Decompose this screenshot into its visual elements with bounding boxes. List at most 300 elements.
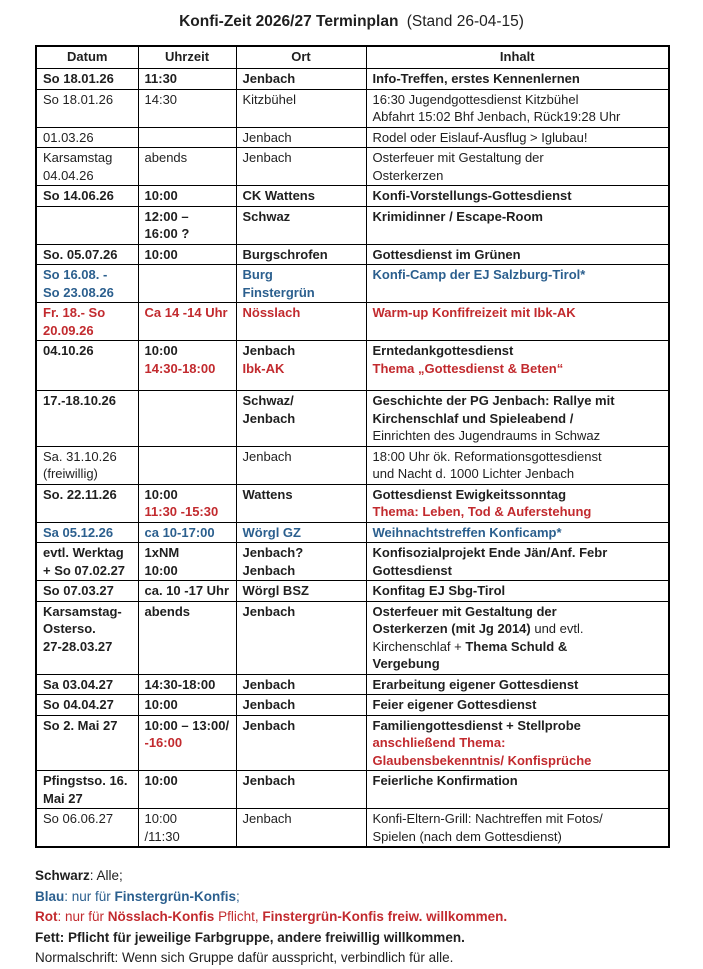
cell-line: [243, 486, 360, 504]
text-segment: Jenbach: [242, 811, 292, 826]
cell-line: [145, 342, 230, 360]
text-segment: Burgschrofen: [242, 246, 328, 262]
text-segment: Finstergrün-Konfis freiw. willkommen.: [262, 909, 508, 924]
text-segment: Einrichten des Jugendraums in Schwaz: [372, 428, 601, 443]
cell-uhrzeit: [138, 581, 236, 602]
cell-inhalt: [366, 809, 669, 848]
table-row: [36, 695, 669, 716]
text-segment: und evtl.: [530, 621, 584, 636]
text-segment: Familiengottesdienst + Stellprobe: [372, 717, 581, 733]
cell-line: [145, 562, 230, 580]
table-row: [36, 148, 669, 186]
cell-line: [373, 342, 663, 360]
text-segment: Wörgl BSZ: [242, 583, 309, 598]
cell-datum: [36, 127, 138, 148]
text-segment: 10:00: [144, 562, 178, 578]
table-row: [36, 715, 669, 771]
cell-line: [243, 603, 360, 621]
legend-line: [35, 928, 668, 949]
cell-uhrzeit: [138, 303, 236, 341]
cell-line: [373, 360, 663, 378]
text-segment: Karsamstag: [43, 150, 113, 165]
cell-line: [373, 427, 663, 445]
title-stand-suffix: (Stand 26-04-15): [406, 13, 524, 30]
text-segment: Kitzbühel: [242, 91, 296, 107]
text-segment: abends: [144, 150, 188, 165]
text-segment: So 2. Mai 27: [43, 717, 118, 733]
cell-datum: [36, 265, 138, 303]
cell-uhrzeit: [138, 809, 236, 848]
cell-datum: [36, 674, 138, 695]
cell-line: [373, 246, 663, 264]
text-segment: Jenbach: [242, 448, 292, 464]
cell-datum: [36, 244, 138, 265]
cell-ort: [236, 809, 366, 848]
cell-line: [243, 717, 360, 735]
cell-line: [373, 91, 663, 109]
cell-line: [373, 167, 663, 185]
cell-line: [373, 562, 663, 580]
cell-line: [145, 304, 230, 322]
cell-uhrzeit: [138, 186, 236, 207]
cell-line: [145, 582, 230, 600]
cell-uhrzeit: [138, 446, 236, 484]
text-segment: Schwarz: [35, 868, 90, 883]
text-segment: Erarbeitung eigener Gottesdienst: [372, 676, 579, 692]
text-segment: Gottesdienst im Grünen: [372, 246, 521, 262]
text-segment: abends: [144, 603, 191, 619]
cell-line: [43, 696, 132, 714]
cell-line: [43, 772, 132, 790]
cell-line: [43, 322, 132, 340]
cell-line: [243, 524, 360, 542]
cell-inhalt: [366, 265, 669, 303]
cell-line: [373, 304, 663, 322]
cell-line: [373, 524, 663, 542]
text-segment: Jenbach: [242, 697, 296, 712]
cell-line: [243, 696, 360, 714]
text-segment: CK Wattens: [242, 188, 315, 203]
text-segment: Konfitag EJ Sbg-Tirol: [372, 583, 506, 598]
text-segment: 16:00 ?: [144, 226, 190, 241]
cell-line: [373, 187, 663, 205]
table-row: [36, 581, 669, 602]
text-segment: Osterkerzen: [372, 167, 444, 183]
cell-line: [243, 410, 360, 428]
cell-uhrzeit: [138, 69, 236, 90]
cell-line: [373, 266, 663, 284]
cell-inhalt: [366, 601, 669, 674]
text-segment: 20.09.26: [43, 322, 94, 338]
cell-line: [373, 620, 663, 638]
text-segment: Gottesdienst Ewigkeitssonntag: [372, 486, 567, 502]
cell-inhalt: [366, 391, 669, 447]
cell-datum: [36, 206, 138, 244]
cell-line: [145, 486, 230, 504]
cell-ort: [236, 771, 366, 809]
cell-inhalt: [366, 581, 669, 602]
cell-line: [373, 544, 663, 562]
cell-datum: [36, 186, 138, 207]
text-segment: Jenbach: [242, 717, 296, 733]
text-segment: : Alle;: [89, 868, 123, 883]
text-segment: Sa 03.04.27: [43, 676, 114, 692]
cell-uhrzeit: [138, 244, 236, 265]
cell-ort: [236, 186, 366, 207]
text-segment: 16:30 Jugendgottesdienst Kitzbühel: [372, 91, 579, 107]
cell-uhrzeit: [138, 265, 236, 303]
text-segment: Weihnachtstreffen Konficamp*: [372, 524, 562, 540]
title-main: Konfi-Zeit 2026/27 Terminplan: [179, 13, 399, 30]
cell-datum: [36, 601, 138, 674]
cell-line: [373, 503, 663, 521]
text-segment: 10:00: [144, 486, 178, 502]
text-segment: Glaubensbekenntnis/ Konfisprüche: [372, 752, 592, 768]
text-segment: Konfi-Eltern-Grill: Nachtreffen mit Fotos/: [372, 811, 603, 826]
text-segment: Jenbach: [242, 603, 296, 619]
cell-ort: [236, 89, 366, 127]
cell-ort: [236, 303, 366, 341]
text-segment: Konfi-Vorstellungs-Gottesdienst: [372, 188, 572, 203]
text-segment: Karsamstag-: [43, 603, 122, 619]
cell-line: [43, 717, 132, 735]
text-segment: Thema „Gottesdienst & Beten“: [372, 360, 564, 376]
cell-line: [243, 284, 360, 302]
cell-line: [373, 392, 663, 410]
cell-line: [43, 149, 132, 167]
text-segment: Krimidinner / Escape-Room: [372, 208, 543, 224]
cell-ort: [236, 391, 366, 447]
table-row: [36, 674, 669, 695]
text-segment: Rot: [35, 909, 58, 924]
text-segment: 11:30: [144, 71, 178, 86]
header-row: [36, 46, 669, 69]
cell-line: [145, 734, 230, 752]
cell-line: [145, 676, 230, 694]
cell-line: [373, 410, 663, 428]
text-segment: Osterso.: [43, 621, 96, 636]
table-row: [36, 522, 669, 543]
cell-line: [43, 266, 132, 284]
cell-line: [373, 676, 663, 694]
cell-line: [43, 603, 132, 621]
cell-line: [43, 524, 132, 542]
cell-line: [145, 208, 230, 226]
text-segment: Geschichte der PG Jenbach: Rallye mit: [372, 393, 615, 408]
text-segment: Jenbach: [242, 129, 292, 145]
text-segment: Konfi-Camp der EJ Salzburg-Tirol*: [372, 267, 586, 282]
text-segment: Kirchenschlaf +: [372, 638, 466, 654]
text-segment: 14:30-18:00: [144, 676, 216, 692]
text-segment: -16:00: [144, 735, 183, 750]
cell-datum: [36, 89, 138, 127]
table-row: [36, 186, 669, 207]
text-segment: So. 05.07.26: [43, 246, 118, 262]
column-header-ort: Ort: [236, 46, 366, 69]
text-segment: Pfingstso. 16.: [43, 773, 128, 788]
text-segment: Rodel oder Eislauf-Ausflug > Iglubau!: [372, 129, 588, 145]
cell-line: [43, 246, 132, 264]
table-row: [36, 809, 669, 848]
cell-uhrzeit: [138, 674, 236, 695]
legend: [35, 866, 668, 969]
text-segment: Erntedankgottesdienst: [372, 343, 514, 358]
text-segment: So 23.08.26: [43, 284, 114, 300]
cell-datum: [36, 543, 138, 581]
text-segment: ca 10-17:00: [144, 524, 215, 540]
cell-line: [145, 246, 230, 264]
cell-line: [43, 790, 132, 808]
text-segment: Gottesdienst: [372, 562, 452, 578]
table-row: [36, 206, 669, 244]
table-row: [36, 543, 669, 581]
cell-line: [243, 149, 360, 167]
cell-ort: [236, 484, 366, 522]
cell-datum: [36, 391, 138, 447]
cell-inhalt: [366, 543, 669, 581]
table-row: [36, 89, 669, 127]
cell-ort: [236, 543, 366, 581]
cell-line: [43, 392, 132, 410]
cell-ort: [236, 127, 366, 148]
cell-line: [373, 828, 663, 846]
cell-uhrzeit: [138, 771, 236, 809]
text-segment: Jenbach: [242, 343, 296, 358]
cell-line: [145, 360, 230, 378]
cell-datum: [36, 484, 138, 522]
cell-line: [43, 562, 132, 580]
cell-inhalt: [366, 446, 669, 484]
cell-line: [243, 562, 360, 580]
cell-line: [145, 828, 230, 846]
cell-line: [43, 448, 132, 466]
cell-line: [243, 582, 360, 600]
cell-line: [373, 70, 663, 88]
text-segment: Schwaz/: [242, 393, 294, 408]
cell-line: [43, 342, 132, 360]
text-segment: ca. 10 -17 Uhr: [144, 583, 230, 598]
cell-line: [373, 149, 663, 167]
column-header-datum: Datum: [36, 46, 138, 69]
cell-line: [243, 91, 360, 109]
text-segment: Warm-up Konfifreizeit mit Ibk-AK: [372, 305, 576, 320]
table-row: [36, 771, 669, 809]
text-segment: Sa 05.12.26: [43, 524, 114, 540]
text-segment: Nösslach: [242, 305, 301, 320]
cell-inhalt: [366, 522, 669, 543]
text-segment: 27-28.03.27: [43, 638, 113, 654]
cell-ort: [236, 715, 366, 771]
legend-line: [35, 866, 668, 887]
text-segment: Sa. 31.10.26: [43, 448, 117, 464]
cell-ort: [236, 69, 366, 90]
cell-inhalt: [366, 148, 669, 186]
cell-line: [43, 284, 132, 302]
cell-line: [43, 465, 132, 483]
cell-line: [43, 676, 132, 694]
cell-datum: [36, 809, 138, 848]
cell-line: [145, 696, 230, 714]
text-segment: (freiwillig): [43, 466, 98, 481]
cell-datum: [36, 148, 138, 186]
text-segment: So 04.04.27: [43, 697, 114, 712]
cell-inhalt: [366, 771, 669, 809]
text-segment: Jenbach: [242, 676, 296, 692]
cell-line: [243, 266, 360, 284]
text-segment: Abfahrt 15:02 Bhf Jenbach, Rück19:28 Uhr: [372, 109, 621, 124]
cell-line: [373, 108, 663, 126]
text-segment: Normalschrift: Wenn sich Gruppe dafür ausspricht, verbindlich für alle.: [35, 950, 454, 965]
cell-line: [145, 772, 230, 790]
cell-line: [243, 544, 360, 562]
cell-line: [43, 638, 132, 656]
cell-datum: [36, 581, 138, 602]
cell-datum: [36, 715, 138, 771]
cell-line: [243, 676, 360, 694]
text-segment: Fett: Pflicht für jeweilige Farbgruppe, andere freiwillig willkommen.: [35, 929, 465, 945]
text-segment: 10:00 – 13:00/: [144, 717, 230, 733]
cell-inhalt: [366, 695, 669, 716]
legend-line: [35, 907, 668, 928]
text-segment: Osterfeuer mit Gestaltung der: [372, 150, 544, 165]
table-row: [36, 244, 669, 265]
cell-line: [243, 129, 360, 147]
cell-inhalt: [366, 206, 669, 244]
cell-line: [373, 638, 663, 656]
cell-line: [43, 582, 132, 600]
cell-line: [373, 603, 663, 621]
cell-uhrzeit: [138, 148, 236, 186]
cell-line: [145, 91, 230, 109]
table-row: [36, 484, 669, 522]
cell-line: [145, 187, 230, 205]
cell-ort: [236, 522, 366, 543]
text-segment: 10:00: [144, 773, 178, 788]
text-segment: Blau: [35, 888, 65, 904]
text-segment: Fr. 18.- So: [43, 305, 106, 320]
text-segment: 18:00 Uhr ök. Reformationsgottesdienst: [372, 448, 602, 464]
cell-line: [43, 544, 132, 562]
cell-line: [243, 246, 360, 264]
text-segment: Kirchenschlaf und Spieleabend /: [372, 410, 574, 426]
cell-inhalt: [366, 484, 669, 522]
cell-uhrzeit: [138, 601, 236, 674]
cell-line: [145, 225, 230, 243]
text-segment: 17.-18.10.26: [43, 393, 117, 408]
cell-uhrzeit: [138, 341, 236, 391]
cell-ort: [236, 581, 366, 602]
text-segment: Feier eigener Gottesdienst: [372, 697, 537, 712]
text-segment: Ibk-AK: [242, 360, 285, 376]
text-segment: anschließend Thema:: [372, 735, 506, 750]
table-row: [36, 391, 669, 447]
cell-uhrzeit: [138, 522, 236, 543]
text-segment: 14:30-18:00: [144, 360, 216, 376]
cell-uhrzeit: [138, 127, 236, 148]
cell-line: [373, 696, 663, 714]
cell-line: [243, 392, 360, 410]
text-segment: 11:30 -15:30: [144, 504, 219, 519]
cell-line: [145, 70, 230, 88]
cell-line: [145, 544, 230, 562]
text-segment: Thema: Leben, Tod & Auferstehung: [372, 504, 592, 519]
cell-line: [373, 129, 663, 147]
table-row: [36, 69, 669, 90]
cell-uhrzeit: [138, 89, 236, 127]
cell-ort: [236, 265, 366, 303]
text-segment: Nösslach-Konfis: [107, 909, 215, 924]
text-segment: Burg: [242, 267, 273, 282]
text-segment: 1xNM: [144, 545, 180, 560]
cell-line: [373, 448, 663, 466]
cell-line: [373, 208, 663, 226]
cell-line: [373, 582, 663, 600]
text-segment: 10:00: [144, 697, 178, 712]
cell-line: [373, 772, 663, 790]
text-segment: und Nacht d. 1000 Lichter Jenbach: [372, 466, 575, 481]
text-segment: 12:00 –: [144, 208, 189, 224]
cell-datum: [36, 341, 138, 391]
cell-ort: [236, 601, 366, 674]
cell-inhalt: [366, 303, 669, 341]
cell-line: [43, 486, 132, 504]
column-header-inhalt: Inhalt: [366, 46, 669, 69]
cell-line: [43, 91, 132, 109]
text-segment: : nur für: [64, 888, 115, 904]
cell-uhrzeit: [138, 715, 236, 771]
text-segment: Wörgl GZ: [242, 524, 301, 540]
text-segment: Spielen (nach dem Gottesdienst): [372, 828, 562, 844]
cell-datum: [36, 695, 138, 716]
cell-line: [243, 360, 360, 378]
cell-inhalt: [366, 127, 669, 148]
text-segment: So 16.08. -: [43, 267, 108, 282]
cell-inhalt: [366, 69, 669, 90]
table-row: [36, 265, 669, 303]
text-segment: Ca 14 -14 Uhr: [144, 305, 228, 320]
text-segment: So 07.03.27: [43, 583, 114, 598]
legend-line: [35, 887, 668, 908]
cell-line: [243, 342, 360, 360]
text-segment: So 18.01.26: [43, 71, 114, 86]
cell-datum: [36, 446, 138, 484]
cell-line: [145, 524, 230, 542]
table-row: [36, 127, 669, 148]
cell-line: [145, 149, 230, 167]
text-segment: So 14.06.26: [43, 188, 114, 203]
text-segment: Vergebung: [372, 656, 440, 671]
cell-line: [373, 465, 663, 483]
text-segment: Osterfeuer mit Gestaltung der: [372, 603, 557, 619]
legend-line: [35, 948, 668, 969]
cell-inhalt: [366, 674, 669, 695]
cell-inhalt: [366, 244, 669, 265]
text-segment: + So 07.02.27: [43, 562, 126, 578]
text-segment: Konfisozialprojekt Ende Jän/Anf. Febr: [372, 545, 608, 560]
cell-line: [243, 208, 360, 226]
text-segment: Jenbach?: [242, 545, 304, 560]
cell-line: [43, 187, 132, 205]
cell-line: [373, 717, 663, 735]
text-segment: 04.04.26: [43, 167, 94, 183]
cell-line: [145, 603, 230, 621]
cell-inhalt: [366, 186, 669, 207]
text-segment: Pflicht,: [214, 909, 263, 924]
text-segment: Jenbach: [242, 562, 296, 578]
text-segment: 10:00: [144, 343, 178, 358]
cell-uhrzeit: [138, 391, 236, 447]
text-segment: So 18.01.26: [43, 91, 114, 107]
